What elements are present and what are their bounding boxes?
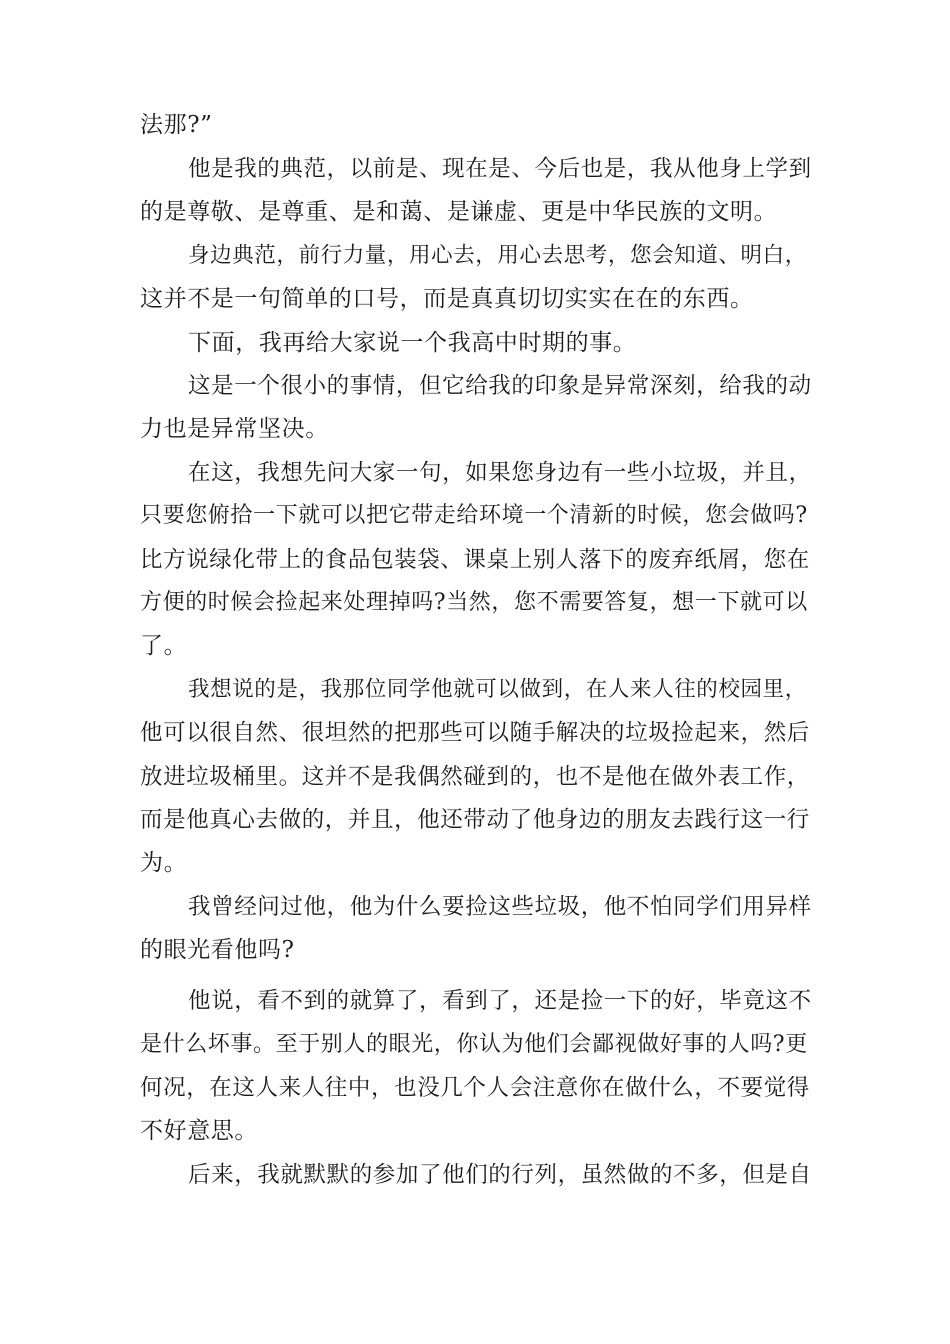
text-line: 的眼光看他吗? (140, 937, 295, 963)
text-line: 他是我的典范，以前是、现在是、今后也是，我从他身上学到 (188, 156, 812, 182)
text-line: 何况，在这人来人往中，也没几个人会注意你在做什么，不要觉得 (140, 1075, 810, 1101)
text-line: 的是尊敬、是尊重、是和蔼、是谦虚、更是中华民族的文明。 (140, 199, 778, 225)
text-line: 这并不是一句简单的口号，而是真真切切实实在在的东西。 (140, 286, 754, 312)
text-line: 身边典范，前行力量，用心去，用心去思考，您会知道、明白， (188, 243, 807, 268)
text-line: 后来，我就默默的参加了他们的行列，虽然做的不多，但是自 (188, 1162, 812, 1188)
text-line: 法那?” (140, 112, 213, 138)
text-line: 这是一个很小的事情，但它给我的印象是异常深刻，给我的动 (188, 373, 812, 399)
text-line: 比方说绿化带上的食品包装袋、课桌上别人落下的废弃纸屑，您在 (140, 547, 810, 573)
text-line: 他说，看不到的就算了，看到了，还是捡一下的好，毕竟这不 (188, 988, 812, 1014)
text-line: 力也是异常坚决。 (140, 416, 329, 442)
text-line: 在这，我想先问大家一句，如果您身边有一些小垃圾，并且， (188, 460, 812, 486)
text-line: 而是他真心去做的，并且，他还带动了他身边的朋友去践行这一行 (140, 807, 810, 833)
text-line: 方便的时候会捡起来处理掉吗?当然，您不需要答复，想一下就可以 (140, 590, 808, 615)
text-line: 了。 (140, 633, 188, 659)
text-line: 我想说的是，我那位同学他就可以做到，在人来人往的校园里， (188, 677, 807, 702)
text-line: 不好意思。 (140, 1118, 258, 1144)
text-line: 放进垃圾桶里。这并不是我偶然碰到的，也不是他在做外表工作， (140, 764, 810, 790)
text-line: 他可以很自然、很坦然的把那些可以随手解决的垃圾捡起来，然后 (140, 720, 810, 746)
text-line: 我曾经问过他，他为什么要捡这些垃圾，他不怕同学们用异样 (188, 894, 812, 920)
text-line: 是什么坏事。至于别人的眼光，你认为他们会鄙视做好事的人吗?更 (140, 1032, 808, 1057)
text-line: 为。 (140, 850, 188, 876)
text-line: 下面，我再给大家说一个我高中时期的事。 (188, 330, 637, 356)
text-line: 只要您俯拾一下就可以把它带走给环境一个清新的时候，您会做吗? (140, 503, 808, 528)
